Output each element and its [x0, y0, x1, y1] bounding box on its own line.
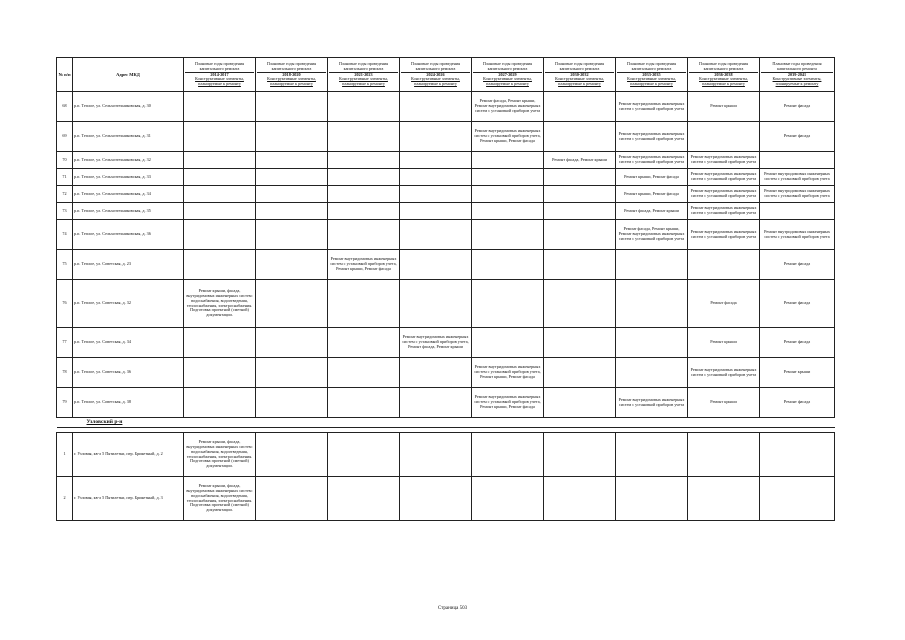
row-works-cell — [184, 186, 256, 203]
row-works-cell — [328, 152, 400, 169]
row-address: р.п. Теплое, ул. Советская, д. 32 — [73, 280, 184, 328]
header-period-subcaption: Конструктивные элементы, планируемые к ремонту — [195, 76, 244, 87]
table-row — [57, 477, 835, 521]
header-period — [400, 58, 472, 92]
row-number: 79 — [57, 388, 73, 418]
row-works-cell: Ремонт фасада — [760, 388, 835, 418]
header-period-subcaption: Конструктивные элементы, планируемые к ремонту — [627, 76, 676, 87]
row-works-cell — [760, 477, 835, 521]
row-works-cell — [616, 280, 688, 328]
header-period — [544, 58, 616, 92]
row-works-cell — [472, 280, 544, 328]
header-num: № п/п — [57, 58, 73, 92]
row-address: р.п. Теплое, ул. Сельхозтехниковская, д. 35 — [73, 203, 184, 220]
header-period-subcaption: Конструктивные элементы, планируемые к ремонту — [483, 76, 532, 87]
row-works-cell — [544, 186, 616, 203]
row-works-cell — [472, 250, 544, 280]
header-period — [688, 58, 760, 92]
header-period-years: 2021-2023 — [354, 71, 373, 77]
row-works-cell — [328, 186, 400, 203]
row-works-cell — [328, 220, 400, 250]
row-works-cell — [400, 358, 472, 388]
row-works-cell: Ремонт внутридомовых инженерных систем с установкой приборов учета, Ремонт крыши, Ремонт фасада — [472, 358, 544, 388]
row-works-cell: Ремонт фасада — [760, 250, 835, 280]
row-works-cell — [400, 388, 472, 418]
header-period-years: 2030-2032 — [570, 71, 589, 77]
row-works-cell — [544, 358, 616, 388]
section-spacer — [57, 418, 73, 428]
capital-repair-table — [56, 57, 835, 521]
row-works-cell: Ремонт внутридомовых инженерных систем с установкой приборов учета — [616, 388, 688, 418]
row-works-cell: Ремонт внутридомовых инженерных систем с установкой приборов учета, Ремонт крыши, Ремонт фасада — [328, 250, 400, 280]
page-number: Страница 503 — [437, 606, 468, 611]
header-period-subcaption: Конструктивные элементы, планируемые к ремонту — [411, 76, 460, 87]
row-number: 74 — [57, 220, 73, 250]
row-works-cell — [328, 280, 400, 328]
row-works-cell — [760, 152, 835, 169]
row-number: 77 — [57, 328, 73, 358]
row-works-cell — [400, 433, 472, 477]
row-address: р.п. Теплое, ул. Сельхозтехниковская, д. 30 — [73, 92, 184, 122]
row-works-cell — [184, 220, 256, 250]
row-works-cell — [184, 358, 256, 388]
row-works-cell — [328, 388, 400, 418]
table-row — [57, 433, 835, 477]
row-number: 68 — [57, 92, 73, 122]
row-works-cell: Ремонт крыши, фасада, внутридомовых инженерных систем: водоснабжения, водоотведения, теплоснабжения, электроснабжения. Подготовка проектной (сметной) документации. — [184, 433, 256, 477]
header-period-caption: Плановые годы проведения капитального ремонта — [761, 62, 833, 73]
row-works-cell: Ремонт фасада — [688, 280, 760, 328]
row-address: р.п. Теплое, ул. Сельхозтехниковская, д. 34 — [73, 186, 184, 203]
row-works-cell — [544, 328, 616, 358]
header-period-caption: Плановые годы проведения капитального ремонта — [617, 62, 686, 73]
header-period-caption: Плановые годы проведения капитального ремонта — [689, 62, 758, 73]
row-works-cell — [256, 477, 328, 521]
row-works-cell: Ремонт крыши — [688, 92, 760, 122]
row-number: 71 — [57, 169, 73, 186]
row-works-cell — [400, 280, 472, 328]
row-works-cell — [544, 477, 616, 521]
header-period — [328, 58, 400, 92]
row-works-cell — [688, 122, 760, 152]
row-number: 76 — [57, 280, 73, 328]
row-works-cell — [184, 122, 256, 152]
header-period-subcaption: Конструктивные элементы, планируемые к ремонту — [339, 76, 388, 87]
row-works-cell: Ремонт фасада, Ремонт крыши — [616, 203, 688, 220]
row-works-cell — [256, 169, 328, 186]
row-works-cell: Ремонт внутридомовых инженерных систем с установкой приборов учета — [688, 358, 760, 388]
row-works-cell — [688, 250, 760, 280]
row-works-cell: Ремонт внутридомовых инженерных систем с установкой приборов учета — [688, 186, 760, 203]
row-works-cell: Ремонт фасада, Ремонт крыши, Ремонт внутридомовых инженерных систем с установкой приборов учета — [616, 220, 688, 250]
header-period-caption: Плановые годы проведения капитального ремонта — [401, 62, 470, 73]
row-works-cell — [256, 203, 328, 220]
row-number: 1 — [57, 433, 73, 477]
row-works-cell: Ремонт фасада — [760, 92, 835, 122]
row-works-cell: Ремонт внутридомовых инженерных систем с установкой приборов учета — [760, 186, 835, 203]
header-period — [184, 58, 256, 92]
row-works-cell — [256, 433, 328, 477]
row-works-cell: Ремонт фасада — [760, 328, 835, 358]
row-address: р.п. Теплое, ул. Советская, д. 36 — [73, 358, 184, 388]
row-address: г. Узловая, кв-л 5 Пятилетки, пер. Брикетный, д. 3 — [73, 477, 184, 521]
row-address: р.п. Теплое, ул. Сельхозтехниковская, д. 32 — [73, 152, 184, 169]
row-works-cell: Ремонт крыши, фасада, внутридомовых инженерных систем: водоснабжения, водоотведения, теплоснабжения, электроснабжения. Подготовка проектной (сметной) документации. — [184, 280, 256, 328]
row-works-cell — [184, 169, 256, 186]
row-works-cell — [472, 186, 544, 203]
row-works-cell: Ремонт крыши — [688, 388, 760, 418]
header-period-subcaption: Конструктивные элементы, планируемые к ремонту — [699, 76, 748, 87]
row-works-cell — [400, 122, 472, 152]
row-works-cell — [328, 169, 400, 186]
row-works-cell: Ремонт крыши — [760, 358, 835, 388]
row-number: 75 — [57, 250, 73, 280]
row-works-cell — [688, 433, 760, 477]
row-works-cell — [616, 328, 688, 358]
row-works-cell — [544, 250, 616, 280]
row-works-cell — [544, 122, 616, 152]
row-number: 70 — [57, 152, 73, 169]
table-row — [57, 328, 835, 358]
row-works-cell — [472, 328, 544, 358]
row-works-cell — [400, 169, 472, 186]
row-works-cell — [256, 280, 328, 328]
row-works-cell — [184, 152, 256, 169]
header-period-caption: Плановые годы проведения капитального ремонта — [473, 62, 542, 73]
header-period-years: 2018-2020 — [282, 71, 301, 77]
row-works-cell — [472, 433, 544, 477]
row-address: р.п. Теплое, ул. Советская, д. 34 — [73, 328, 184, 358]
row-works-cell: Ремонт крыши, Ремонт фасада — [616, 186, 688, 203]
row-works-cell — [256, 388, 328, 418]
row-works-cell — [328, 358, 400, 388]
header-period — [760, 58, 835, 92]
row-works-cell — [328, 328, 400, 358]
row-works-cell — [256, 186, 328, 203]
table-row — [57, 152, 835, 169]
row-works-cell — [544, 220, 616, 250]
row-works-cell — [544, 388, 616, 418]
header-period-years: 2027-2029 — [498, 71, 517, 77]
header-period — [256, 58, 328, 92]
row-works-cell — [184, 388, 256, 418]
row-works-cell — [760, 433, 835, 477]
header-period-subcaption: Конструктивные элементы, планируемые к ремонту — [267, 76, 316, 87]
header-period-subcaption: Конструктивные элементы, планируемые к ремонту — [772, 76, 822, 87]
header-period-caption: Плановые годы проведения капитального ремонта — [329, 62, 398, 73]
table-header-row — [57, 58, 835, 92]
table-row — [57, 358, 835, 388]
row-works-cell — [688, 477, 760, 521]
row-number: 73 — [57, 203, 73, 220]
row-works-cell — [616, 358, 688, 388]
row-works-cell: Ремонт внутридомовых инженерных систем с установкой приборов учета — [616, 92, 688, 122]
row-address: р.п. Теплое, ул. Советская, д. 23 — [73, 250, 184, 280]
row-works-cell: Ремонт внутридомовых инженерных систем с установкой приборов учета, Ремонт фасада, Ремонт крыши — [400, 328, 472, 358]
row-works-cell: Ремонт внутридомовых инженерных систем с установкой приборов учета — [688, 152, 760, 169]
table-row — [57, 280, 835, 328]
table-row — [57, 220, 835, 250]
section-title: Узловский р-н — [86, 419, 123, 426]
row-works-cell — [400, 203, 472, 220]
row-works-cell — [400, 92, 472, 122]
row-works-cell — [544, 203, 616, 220]
row-address: р.п. Теплое, ул. Сельхозтехниковская, д. 31 — [73, 122, 184, 152]
row-works-cell — [256, 250, 328, 280]
row-works-cell — [400, 250, 472, 280]
row-works-cell — [760, 203, 835, 220]
row-works-cell — [256, 122, 328, 152]
table-row — [57, 388, 835, 418]
row-works-cell: Ремонт внутридомовых инженерных систем с установкой приборов учета — [760, 220, 835, 250]
row-works-cell — [472, 169, 544, 186]
header-period-caption: Плановые годы проведения капитального ремонта — [185, 62, 254, 73]
row-works-cell: Ремонт внутридомовых инженерных систем с установкой приборов учета — [760, 169, 835, 186]
row-works-cell — [256, 328, 328, 358]
row-works-cell: Ремонт крыши, фасада, внутридомовых инженерных систем: водоснабжения, водоотведения, теплоснабжения, электроснабжения. Подготовка проектной (сметной) документации. — [184, 477, 256, 521]
row-works-cell: Ремонт фасада, Ремонт крыши — [544, 152, 616, 169]
row-works-cell — [400, 186, 472, 203]
row-works-cell: Ремонт фасада — [760, 122, 835, 152]
header-address: Адрес МКД — [73, 58, 184, 92]
table-row — [57, 169, 835, 186]
row-works-cell: Ремонт внутридомовых инженерных систем с установкой приборов учета, Ремонт крыши, Ремонт фасада — [472, 388, 544, 418]
row-works-cell: Ремонт крыши, Ремонт фасада — [616, 169, 688, 186]
row-works-cell — [544, 92, 616, 122]
row-works-cell — [616, 433, 688, 477]
row-number: 78 — [57, 358, 73, 388]
row-works-cell — [328, 92, 400, 122]
row-works-cell — [256, 92, 328, 122]
row-number: 69 — [57, 122, 73, 152]
row-works-cell: Ремонт внутридомовых инженерных систем с установкой приборов учета — [688, 220, 760, 250]
row-works-cell — [472, 477, 544, 521]
row-works-cell — [184, 203, 256, 220]
row-works-cell — [472, 152, 544, 169]
row-works-cell — [256, 220, 328, 250]
table-row — [57, 186, 835, 203]
row-works-cell — [328, 433, 400, 477]
header-period-years: 2039-2041 — [787, 71, 807, 77]
row-number: 2 — [57, 477, 73, 521]
row-works-cell: Ремонт фасада, Ремонт крыши, Ремонт внутридомовых инженерных систем с установкой приборов учета — [472, 92, 544, 122]
row-works-cell: Ремонт внутридомовых инженерных систем с установкой приборов учета — [688, 169, 760, 186]
row-works-cell: Ремонт крыши — [688, 328, 760, 358]
header-period — [616, 58, 688, 92]
header-period — [472, 58, 544, 92]
row-works-cell: Ремонт внутридомовых инженерных систем с установкой приборов учета — [616, 152, 688, 169]
header-period-years: 2036-2038 — [714, 71, 733, 77]
section-row — [57, 418, 835, 428]
program-table-sheet — [56, 57, 835, 521]
table-row — [57, 122, 835, 152]
row-works-cell — [328, 122, 400, 152]
row-works-cell: Ремонт внутридомовых инженерных систем с установкой приборов учета, Ремонт крыши, Ремонт фасада — [472, 122, 544, 152]
table-row — [57, 250, 835, 280]
row-works-cell — [544, 433, 616, 477]
row-works-cell: Ремонт внутридомовых инженерных систем с установкой приборов учета — [688, 203, 760, 220]
row-works-cell — [328, 203, 400, 220]
row-works-cell — [256, 152, 328, 169]
row-number: 72 — [57, 186, 73, 203]
row-works-cell — [256, 358, 328, 388]
row-address: р.п. Теплое, ул. Советская, д. 38 — [73, 388, 184, 418]
row-works-cell: Ремонт фасада — [760, 280, 835, 328]
row-works-cell — [472, 203, 544, 220]
row-works-cell — [544, 169, 616, 186]
row-works-cell — [184, 250, 256, 280]
row-works-cell — [184, 92, 256, 122]
row-works-cell — [400, 152, 472, 169]
row-address: г. Узловая, кв-л 5 Пятилетки, пер. Брикетный, д. 2 — [73, 433, 184, 477]
header-period-subcaption: Конструктивные элементы, планируемые к ремонту — [555, 76, 604, 87]
row-works-cell — [400, 220, 472, 250]
header-period-years: 2014-2017 — [210, 71, 229, 77]
row-works-cell — [184, 328, 256, 358]
row-address: р.п. Теплое, ул. Сельхозтехниковская, д. 33 — [73, 169, 184, 186]
table-row — [57, 92, 835, 122]
row-works-cell — [400, 477, 472, 521]
row-works-cell: Ремонт внутридомовых инженерных систем с установкой приборов учета — [616, 122, 688, 152]
header-period-years: 2033-2035 — [642, 71, 661, 77]
row-address: р.п. Теплое, ул. Сельхозтехниковская, д. 36 — [73, 220, 184, 250]
header-period-caption: Плановые годы проведения капитального ремонта — [545, 62, 614, 73]
header-period-years: 2024-2026 — [426, 71, 445, 77]
header-period-caption: Плановые годы проведения капитального ремонта — [257, 62, 326, 73]
row-works-cell — [544, 280, 616, 328]
row-works-cell — [616, 250, 688, 280]
table-row — [57, 203, 835, 220]
row-works-cell — [328, 477, 400, 521]
row-works-cell — [616, 477, 688, 521]
row-works-cell — [472, 220, 544, 250]
